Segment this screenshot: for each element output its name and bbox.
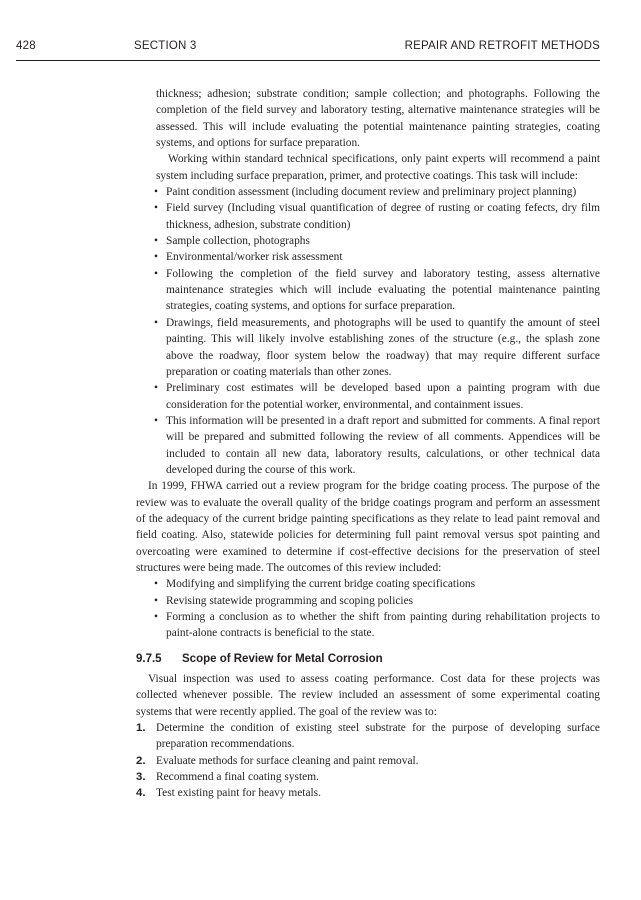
running-header [16, 40, 600, 60]
list-item: • This information will be presented in a draft report and submitted for comments. A final report will be prepared and submitted following the review of all comments. Appendices will be included to contain all new data, laboratory results, calculations, or other technical data developed during the course of this work. [154, 414, 600, 476]
page-body [136, 86, 600, 802]
list-item: • Field survey (Including visual quantification of degree of rusting or coating fefects, dry film thickness, adhesion, substrate condition) [154, 202, 600, 231]
list-item: • Revising statewide programming and scoping policies [154, 594, 414, 607]
goals-list [136, 720, 600, 802]
section-number: 9.7.5 [136, 652, 162, 665]
working-paragraph: Working within standard technical specifications, only paint experts will recommend a paint system including surface preparation, primer, and protective coatings. This task will include: [156, 153, 600, 182]
page-number: 428 [16, 40, 36, 52]
outcome-list [136, 576, 600, 641]
header-rule [16, 60, 600, 61]
list-item: • Sample collection, photographs [154, 235, 310, 248]
scope-paragraph: Visual inspection was used to assess coating performance. Cost data for these projects was collected whenever possible. The review included an assessment of some experimental coating systems that were recently applied. The goal of the review was to: [136, 673, 600, 718]
list-item: 1. Determine the condition of existing steel substrate for the purpose of developing surface preparation recommendations. [136, 722, 600, 751]
section-title: Scope of Review for Metal Corrosion [182, 652, 383, 665]
running-title: REPAIR AND RETROFIT METHODS [404, 40, 600, 52]
fhwa-paragraph: In 1999, FHWA carried out a review program for the bridge coating process. The purpose of the review was to evaluate the overall quality of the bridge coatings program and perform an assessment of the adequacy of the current bridge painting specifications as they relate to lead paint removal and field coating. Also, statewide policies for determining full paint removal versus spot painting and overcoating were examined to determine if cost-effective decisions for the preservation of steel structures were being made. The outcomes of this review included: [136, 480, 600, 574]
task-list [156, 184, 600, 478]
indented-block [156, 86, 600, 478]
list-item: 2. Evaluate methods for surface cleaning and paint removal. [136, 754, 419, 767]
list-item: • Environmental/worker risk assessment [154, 251, 343, 264]
list-item: • Modifying and simplifying the current bridge coating specifications [154, 578, 476, 591]
intro-paragraph: thickness; adhesion; substrate condition; sample collection; and photographs. Following the completion of the field survey and laboratory testing, alternative maintenance strategies will be assessed. This will include evaluating the potential maintenance painting strategies, coating systems, and options for surface preparation. [156, 88, 600, 150]
list-item: • Drawings, field measurements, and photographs will be used to quantify the amount of steel painting. This will likely involve establishing zones of the structure (e.g., the splash zone above the roadway, floor system below the roadway) that may require different surface preparation or coating materials than other zones. [154, 316, 600, 378]
list-item: • Paint condition assessment (including document review and preliminary project planning) [154, 186, 577, 199]
section-label: SECTION 3 [134, 40, 197, 52]
list-item: • Forming a conclusion as to whether the shift from painting during rehabilitation projects to paint-alone contracts is beneficial to the state. [154, 611, 600, 640]
list-item: • Following the completion of the field survey and laboratory testing, assess alternative maintenance strategies which will include evaluating the potential maintenance painting strategies, coating systems, and options for surface preparation. [154, 267, 600, 313]
section-heading [136, 651, 600, 667]
list-item: 3. Recommend a final coating system. [136, 771, 319, 784]
list-item: • Preliminary cost estimates will be developed based upon a painting program with due consideration for the potential worker, environmental, and containment issues. [154, 382, 600, 411]
list-item: 4. Test existing paint for heavy metals. [136, 787, 321, 800]
